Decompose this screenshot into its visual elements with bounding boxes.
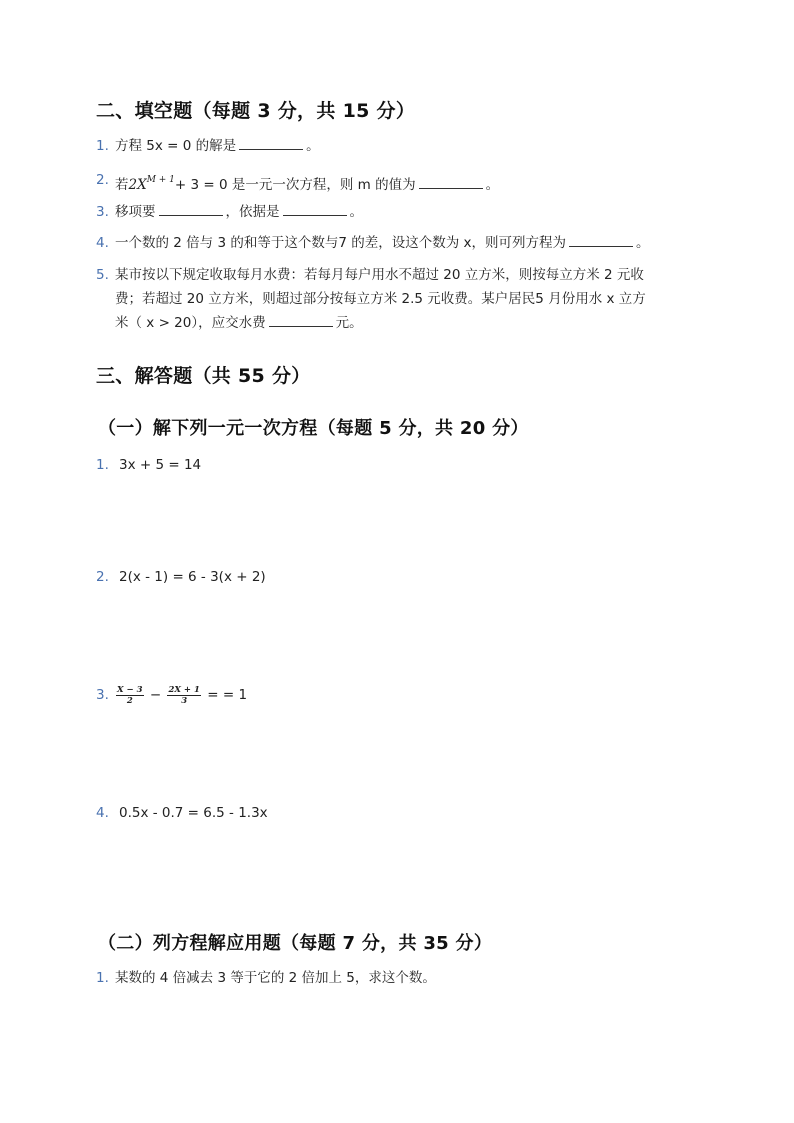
item-line-2: 费；若超过 20 立方米，则超过部分按每立方米 2.5 元收费。某户居民5 月份用水 x 立方 xyxy=(115,291,646,307)
item-number: 2. xyxy=(96,569,109,585)
answer-blank xyxy=(239,136,303,150)
answer-blank xyxy=(419,175,483,189)
math-exponent: M + 1 xyxy=(146,175,175,185)
item-number: 4. xyxy=(96,805,109,821)
item-number: 3. xyxy=(96,687,109,703)
minus-sign: − xyxy=(149,687,162,703)
equation-text: 0.5x - 0.7 = 6.5 - 1.3x xyxy=(119,805,268,821)
item-number: 2. xyxy=(96,172,109,188)
equation-text: 3x + 5 = 14 xyxy=(119,457,202,473)
item-text: + 3 = 0 是一元一次方程，则 m 的值为 xyxy=(174,177,416,193)
item-text: 方程 5x = 0 的解是 xyxy=(115,138,237,154)
answer-blank xyxy=(159,202,223,216)
fraction-1: $\frac{X - 3}{2}$ xyxy=(117,684,143,706)
item-text-end: 元。 xyxy=(335,315,363,331)
item-text: ，依据是 xyxy=(225,204,280,220)
item-text: 移项要 xyxy=(115,204,156,220)
part-1-title: （一）解下列一元一次方程（每题 5 分，共 20 分） xyxy=(98,418,529,439)
math-expression: 2X xyxy=(128,177,147,193)
answer-blank xyxy=(283,202,347,216)
answer-blank xyxy=(269,313,333,327)
item-text-end: 。 xyxy=(349,204,363,220)
item-text: 若 xyxy=(115,177,129,193)
item-text-end: 。 xyxy=(485,177,500,193)
item-number: 1. xyxy=(96,970,109,986)
item-number: 3. xyxy=(96,204,109,220)
answer-blank xyxy=(569,233,633,247)
section-3-title: 三、解答题（共 55 分） xyxy=(96,365,311,387)
item-text-end: 。 xyxy=(636,235,650,251)
item-number: 5. xyxy=(96,267,109,283)
problem-text: 某数的 4 倍减去 3 等于它的 2 倍加上 5，求这个数。 xyxy=(115,970,436,986)
item-number: 4. xyxy=(96,235,109,251)
section-2-title: 二、填空题（每题 3 分，共 15 分） xyxy=(96,100,416,122)
part-2-title: （二）列方程解应用题（每题 7 分，共 35 分） xyxy=(98,933,493,954)
equation-tail: = = 1 xyxy=(207,687,248,703)
equation-text: 2(x - 1) = 6 - 3(x + 2) xyxy=(119,569,266,585)
fraction-2: $\frac{2X + 1}{3}$ xyxy=(168,684,200,706)
item-number: 1. xyxy=(96,138,109,154)
item-line-1: 某市按以下规定收取每月水费：若每月每户用水不超过 20 立方米，则按每立方米 2 元收 xyxy=(115,267,644,283)
item-number: 1. xyxy=(96,457,109,473)
item-text-end: 。 xyxy=(306,138,320,154)
item-line-3: 米（ x > 20），应交水费 xyxy=(115,315,266,331)
item-text: 一个数的 2 倍与 3 的和等于这个数与7 的差，设这个数为 x，则可列方程为 xyxy=(115,235,567,251)
